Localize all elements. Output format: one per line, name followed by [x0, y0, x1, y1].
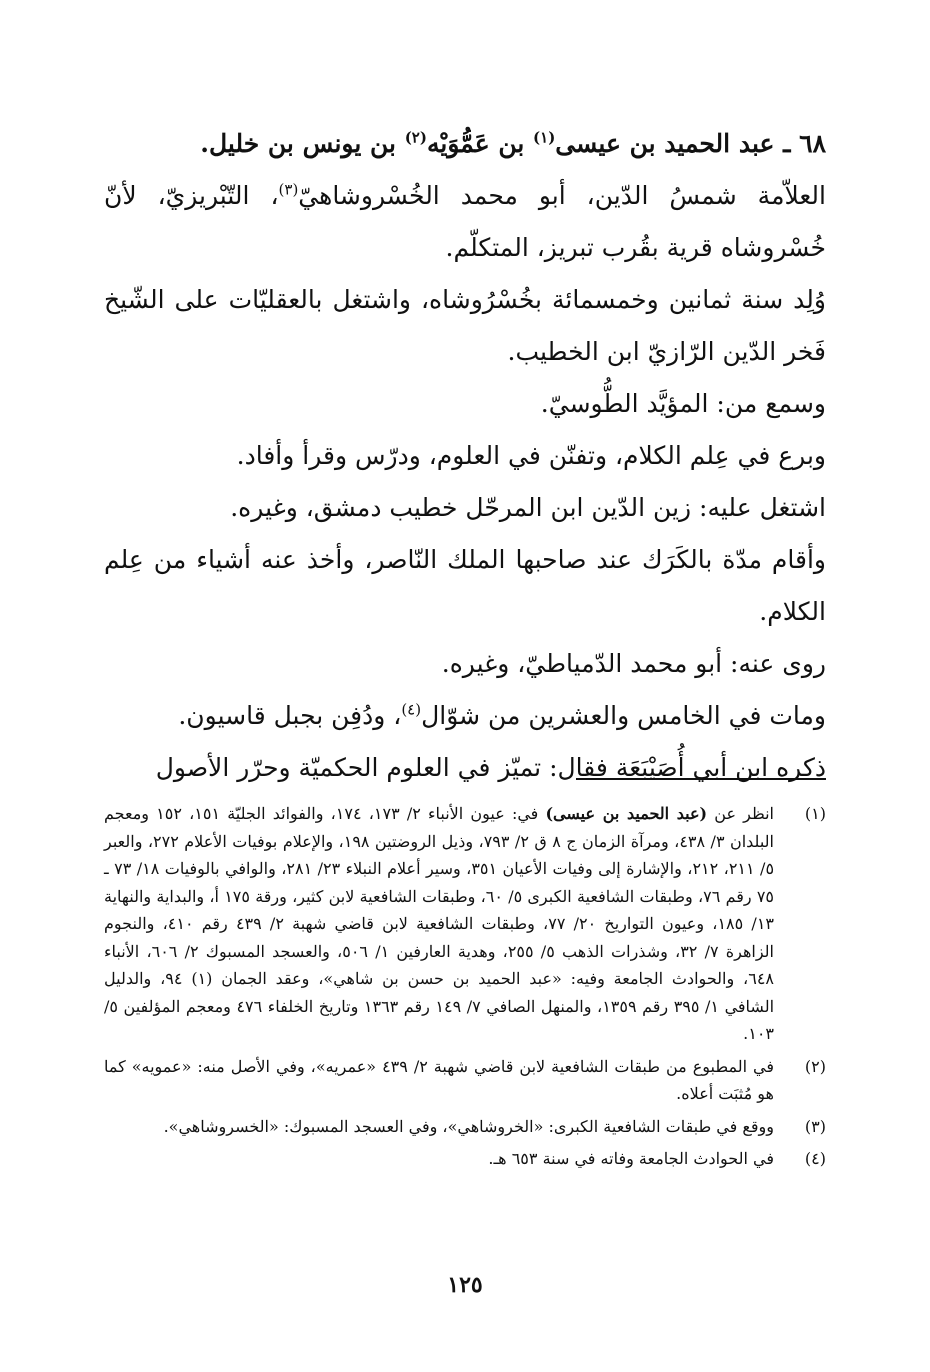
footnote-text [104, 800, 774, 1048]
footnote-text: ووقع في طبقات الشافعية الكبرى: «الخروشاهي»، وفي العسجد المسبوك: «الخسروشاهي». [163, 1116, 774, 1136]
footnote-number: (١) [804, 804, 826, 823]
paragraph-birth: وُلِد سنة ثمانين وخمسمائة بخُسْرُوشاه، واشتغل بالعقليّات على الشّيخ فَخر الدّين الرّازيّ ابن الخطيب. [104, 285, 826, 366]
paragraph-titles [104, 170, 826, 274]
footnote-number: (٢) [804, 1056, 826, 1076]
main-text [104, 118, 826, 794]
footnote-2 [104, 1053, 826, 1108]
footnote-number: (٤) [804, 1149, 826, 1168]
footnote-text: في الحوادث الجامعة وفاته في سنة ٦٥٣ هـ. [488, 1149, 774, 1168]
footnote-ref-1: (١) [533, 128, 556, 147]
footnote-subject: (عبد الحميد بن عيسى) [545, 804, 708, 823]
footnote-text: في المطبوع من طبقات الشافعية لابن قاضي شهبة ٢/ ٤٣٩ «عمريه»، وفي الأصل منه: «عمويه» كما هو مُثبَت أعلاه. [104, 1056, 774, 1103]
paragraph-titles-start: العلاّمة شمسُ الدّين، أبو محمد الخُسْروشاهيّ [298, 181, 826, 210]
footnote-ref-4: (٤) [401, 700, 422, 719]
footnotes-section [104, 800, 826, 1178]
footnote-4 [104, 1145, 826, 1173]
paragraph-death-start: ومات في الخامس والعشرين من شوّال [421, 701, 826, 730]
paragraph-karak: وأقام مدّة بالكَرَك عند صاحبها الملك النّاصر، وأخذ عنه أشياء من عِلم الكلام. [104, 545, 826, 626]
heading-name-end: بن يونس بن خليل. [200, 129, 405, 158]
footnote-1 [104, 800, 826, 1048]
footnote-separator [576, 778, 826, 780]
footnote-ref-3: (٣) [278, 180, 299, 199]
paragraph-death [104, 690, 826, 742]
paragraph-titles-end: ، التّبْريزيّ، لأنّ خُسْروشاه قرية بقُرب تبريز، المتكلّم. [104, 181, 826, 262]
footnote-3 [104, 1113, 826, 1141]
entry-heading [104, 118, 826, 170]
paragraph-teachers: وسمع من: المؤيَّد الطُّوسيّ. [540, 389, 826, 418]
paragraph-students: اشتغل عليه: زين الدّين ابن المرحّل خطيب دمشق، وغيره. [230, 493, 826, 522]
paragraph-narrators: روى عنه: أبو محمد الدّمياطيّ، وغيره. [441, 649, 826, 678]
heading-name: ٦٨ ـ عبد الحميد بن عيسى [555, 129, 826, 158]
heading-name-mid: بن عَمُّوَيْه [426, 129, 534, 158]
paragraph-scholarship: وبرع في عِلم الكلام، وتفنّن في العلوم، ودرّس وقرأ وأفاد. [236, 441, 826, 470]
footnote-lead: انظر عن [707, 804, 774, 823]
footnote-number: (٣) [804, 1116, 826, 1136]
page-number: ١٢٥ [447, 1272, 483, 1298]
paragraph-mention: ذكره ابن أبي أُصَيْبَعَة فقال: تميّز في العلوم الحكميّة وحرّر الأصول [155, 753, 826, 782]
footnote-body: في: عيون الأنباء ٢/ ١٧٣، ١٧٤، والفوائد الجليّة ١٥١، ١٥٢ ومعجم البلدان ٣/ ٤٣٨، ومرآة الزمان ج ٨ ق ٢/ ٧٩٣، وذيل الروضتين ١٩٨، والإعلام بوفيات الأعلام ٢٧٢، والعبر ٥/ ٢١١، ٢١٢، والإشارة إلى وفيات الأعيان ٣٥١، وسير أعلام النبلاء ٢٣/ ٢٨١، والوافي بالوفيات ١٨/ ٧٣ ـ ٧٥ رقم ٧٦، وطبقات الشافعية الكبرى ٥/ ٦٠، وطبقات الشافعية لابن كثير، ورقة ١٧٥ أ، والبداية والنهاية ١٣/ ١٨٥، وعيون التواريخ ٢٠/ ٧٧، وطبقات الشافعية لابن قاضي شهبة ٢/ ٤٣٩ رقم ٤١٠، والنجوم الزاهرة ٧/ ٣٢، وشذرات الذهب ٥/ ٢٥٥، وهدية العارفين ١/ ٥٠٦، والعسجد المسبوك ٢/ ٦٠٦، الأنباء ٦٤٨، والحوادث الجامعة وفيه: «عبد الحميد بن حسن بن شاهي»، وعقد الجمان (١) ٩٤، والدليل الشافي ١/ ٣٩٥ رقم ١٣٥٩، والمنهل الصافي ٧/ ١٤٩ رقم ١٣٦٣ وتاريخ الخلفاء ٤٧٦ ومعجم المؤلفين ٥/ ١٠٣. [104, 804, 775, 1043]
paragraph-death-end: ، ودُفِن بجبل قاسيون. [178, 701, 402, 730]
footnote-ref-2: (٢) [404, 128, 427, 147]
